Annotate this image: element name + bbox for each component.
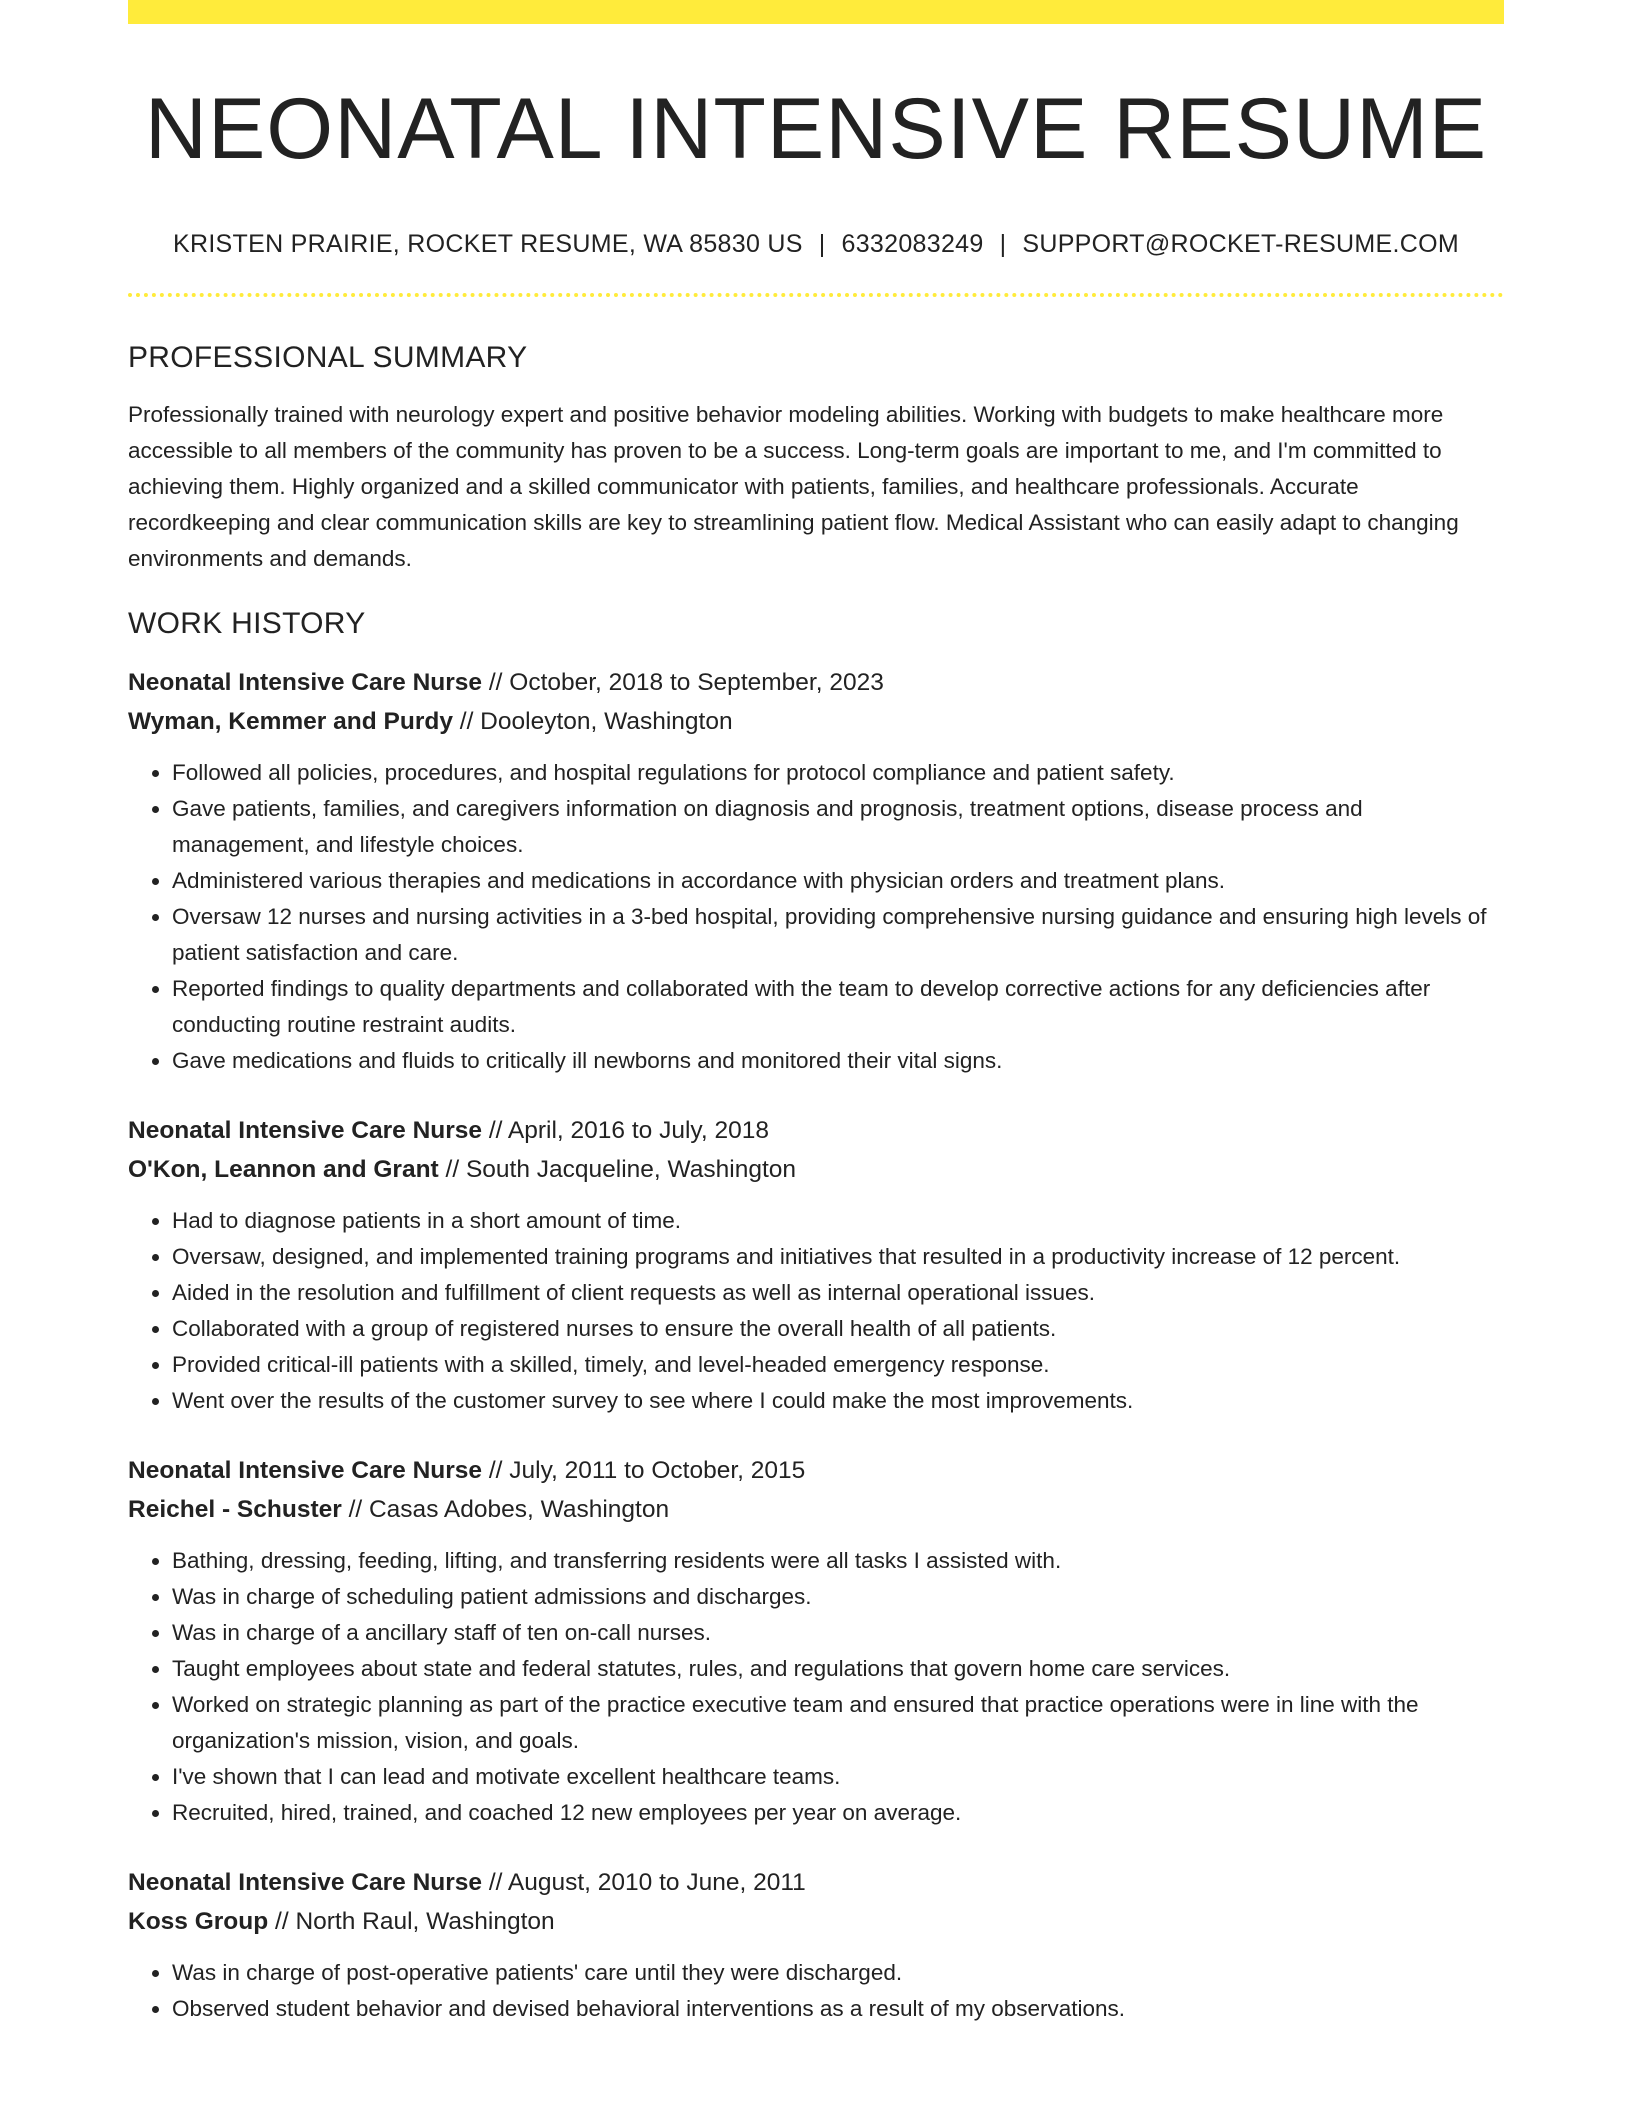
job-company: O'Kon, Leannon and Grant bbox=[128, 1155, 439, 1183]
contact-address: KRISTEN PRAIRIE, ROCKET RESUME, WA 85830 US bbox=[172, 229, 803, 258]
job-dates: // July, 2011 to October, 2015 bbox=[482, 1456, 806, 1484]
dotted-divider bbox=[128, 293, 1504, 297]
job-bullet: • Collaborated with a group of registered nurses to ensure the overall health of all patients. bbox=[172, 1311, 1504, 1347]
job-bullet: • Bathing, dressing, feeding, lifting, and transferring residents were all tasks I assisted with. bbox=[172, 1543, 1504, 1579]
job-title: Neonatal Intensive Care Nurse bbox=[128, 1116, 483, 1144]
job-bullets bbox=[128, 755, 1504, 1079]
job-bullet: • Was in charge of scheduling patient admissions and discharges. bbox=[172, 1579, 1504, 1615]
job-entry bbox=[128, 663, 1504, 1079]
job-bullet: • Was in charge of post-operative patients' care until they were discharged. bbox=[172, 1955, 1504, 1991]
job-bullets bbox=[128, 1203, 1504, 1419]
job-title-line bbox=[128, 1111, 1504, 1150]
job-location: // North Raul, Washington bbox=[268, 1907, 555, 1935]
job-dates: // April, 2016 to July, 2018 bbox=[482, 1116, 769, 1144]
job-title-line bbox=[128, 663, 1504, 702]
job-title-line bbox=[128, 1863, 1504, 1902]
job-dates: // October, 2018 to September, 2023 bbox=[482, 668, 884, 696]
job-bullet: • Went over the results of the customer survey to see where I could make the most improvements. bbox=[172, 1383, 1504, 1419]
job-dates: // August, 2010 to June, 2011 bbox=[482, 1868, 806, 1896]
job-entry bbox=[128, 1863, 1504, 2027]
job-bullet: • Recruited, hired, trained, and coached 12 new employees per year on average. bbox=[172, 1795, 1504, 1831]
job-bullet: • Gave medications and fluids to critically ill newborns and monitored their vital signs. bbox=[172, 1043, 1504, 1079]
contact-phone: 6332083249 bbox=[841, 229, 984, 258]
resume-page bbox=[128, 0, 1504, 2027]
job-title: Neonatal Intensive Care Nurse bbox=[128, 1868, 483, 1896]
job-company-line bbox=[128, 1902, 1504, 1941]
job-location: // Casas Adobes, Washington bbox=[341, 1495, 670, 1523]
contact-line bbox=[128, 229, 1504, 259]
job-entry bbox=[128, 1111, 1504, 1419]
job-bullet: • Was in charge of a ancillary staff of ten on-call nurses. bbox=[172, 1615, 1504, 1651]
summary-text: Professionally trained with neurology expert and positive behavior modeling abilities. Working with budgets to make healthcare more accessible to all members of the community has proven to be a success. Long-term goals are important to me, and I'm committed to achieving them. Highly organized and a skilled communicator with patients, families, and healthcare professionals. Accurate recordkeeping and clear communication skills are key to streamlining patient flow. Medical Assistant who can easily adapt to changing environments and demands. bbox=[128, 401, 1459, 571]
job-bullets bbox=[128, 1543, 1504, 1831]
contact-separator: | bbox=[818, 229, 826, 258]
job-company: Wyman, Kemmer and Purdy bbox=[128, 707, 453, 735]
job-bullets bbox=[128, 1955, 1504, 2027]
job-bullet: • Had to diagnose patients in a short amount of time. bbox=[172, 1203, 1504, 1239]
job-location: // Dooleyton, Washington bbox=[452, 707, 733, 735]
job-title: Neonatal Intensive Care Nurse bbox=[128, 1456, 483, 1484]
job-company: Reichel - Schuster bbox=[128, 1495, 342, 1523]
job-bullet: • Administered various therapies and medications in accordance with physician orders and treatment plans. bbox=[172, 863, 1504, 899]
job-bullet: • Provided critical-ill patients with a skilled, timely, and level-headed emergency response. bbox=[172, 1347, 1504, 1383]
job-bullet: • Observed student behavior and devised behavioral interventions as a result of my observations. bbox=[172, 1991, 1504, 2027]
job-company-line bbox=[128, 1150, 1504, 1189]
job-bullet: • Gave patients, families, and caregivers information on diagnosis and prognosis, treatment options, disease process and management, and lifestyle choices. bbox=[172, 791, 1504, 863]
job-bullet: • Worked on strategic planning as part of the practice executive team and ensured that practice operations were in line with the organization's mission, vision, and goals. bbox=[172, 1687, 1504, 1759]
job-bullet: • Oversaw, designed, and implemented training programs and initiatives that resulted in a productivity increase of 12 percent. bbox=[172, 1239, 1504, 1275]
contact-separator: | bbox=[999, 229, 1007, 258]
contact-email: SUPPORT@ROCKET-RESUME.COM bbox=[1022, 229, 1459, 258]
work-history-heading: WORK HISTORY bbox=[128, 606, 366, 640]
job-location: // South Jacqueline, Washington bbox=[438, 1155, 797, 1183]
job-bullet: • Followed all policies, procedures, and hospital regulations for protocol compliance and patient safety. bbox=[172, 755, 1504, 791]
job-bullet: • Oversaw 12 nurses and nursing activities in a 3-bed hospital, providing comprehensive nursing guidance and ensuring high levels of patient satisfaction and care. bbox=[172, 899, 1504, 971]
job-entry bbox=[128, 1451, 1504, 1831]
job-title-line bbox=[128, 1451, 1504, 1490]
job-bullet: • Aided in the resolution and fulfillment of client requests as well as internal operational issues. bbox=[172, 1275, 1504, 1311]
job-bullet: • Taught employees about state and federal statutes, rules, and regulations that govern home care services. bbox=[172, 1651, 1504, 1687]
accent-top-bar bbox=[128, 0, 1504, 24]
job-company-line bbox=[128, 1490, 1504, 1529]
resume-title: NEONATAL INTENSIVE RESUME bbox=[144, 81, 1488, 177]
job-company: Koss Group bbox=[128, 1907, 269, 1935]
summary-heading: PROFESSIONAL SUMMARY bbox=[128, 340, 528, 374]
job-title: Neonatal Intensive Care Nurse bbox=[128, 668, 483, 696]
job-company-line bbox=[128, 702, 1504, 741]
job-bullet: • I've shown that I can lead and motivate excellent healthcare teams. bbox=[172, 1759, 1504, 1795]
job-bullet: • Reported findings to quality departments and collaborated with the team to develop corrective actions for any deficiencies after conducting routine restraint audits. bbox=[172, 971, 1504, 1043]
